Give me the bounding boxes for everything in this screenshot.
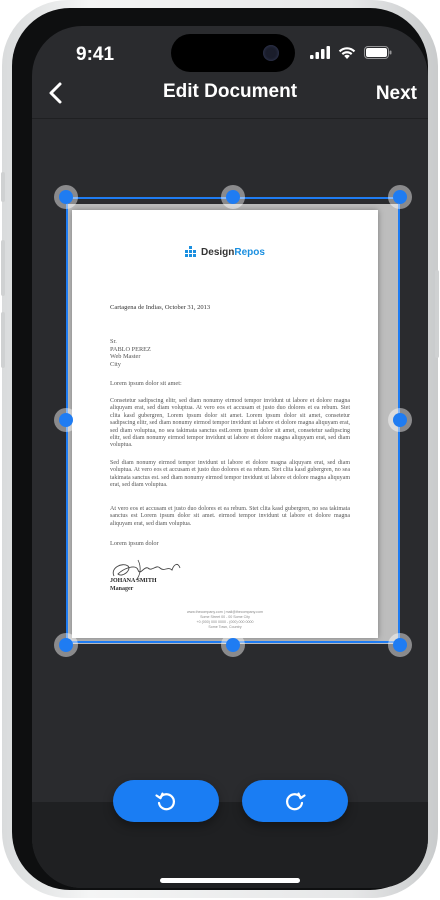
crop-handle-bottom-right[interactable] — [393, 638, 407, 652]
signal-icon — [310, 46, 330, 59]
address-line: Web Master — [110, 353, 141, 360]
letter-paragraph-2: Sed diam nonumy eirmod tempor invidunt ut labore et dolore magna aliquyam erat, sed diam voluptua. At vero eos et accusam et justo duo dolores et ea rebum. Stet clita kasd gubergren, no sea takimata sanctus est. sed diam nonumy eirmod tempor invidunt ut labore et dolore magna aliquyam erat, sed diam voluptua. — [110, 460, 350, 489]
header-divider — [32, 118, 428, 119]
crop-frame — [66, 197, 400, 643]
crop-handle-middle-right[interactable] — [393, 413, 407, 427]
power-button — [435, 270, 439, 358]
phone-frame — [2, 0, 438, 898]
rotate-left-icon — [154, 789, 178, 813]
footer-line: +0 (000) 000 0000 - (000) 000 0000 — [196, 620, 254, 624]
crop-handle-middle-left[interactable] — [59, 413, 73, 427]
crop-handle-bottom-center[interactable] — [226, 638, 240, 652]
page-title: Edit Document — [162, 81, 298, 102]
home-indicator[interactable] — [160, 878, 300, 883]
wifi-icon — [338, 46, 356, 59]
bezel — [12, 8, 428, 890]
signer-role: Manager — [110, 586, 134, 592]
letter-greeting: Lorem ipsum dolor sit amet: — [110, 380, 182, 387]
footer-line: Some Street 00 - 00 Some City — [200, 615, 250, 619]
rotate-right-button[interactable] — [242, 780, 348, 822]
letter-paragraph-1: Consetetur sadipscing elitr, sed diam nonumy eirmod tempor invidunt ut labore et dolore magna aliquyam erat, sed diam voluptua. At vero eos et accusam et justo duo dolores et ea rebum. Stet clita kasd gubergren, Lorem ipsum dolor sit amet. Lorem ipsum dolor sit amet, consetetur sadipscing elitr, sed diam nonumy eirmod tempor invidunt ut labore et dolore magna aliquyam erat, sed diam voluptua, no sea takimata sanctus estLorem ipsum dolor sit amet, consetetur sadipscing elitr, sed diam nonumy eirmod tempor invidunt ut labore et dolore magna aliquyam erat, sed diam voluptua. — [110, 398, 350, 449]
battery-icon — [364, 46, 392, 59]
address-line: PABLO PEREZ — [110, 345, 151, 353]
dynamic-island — [171, 34, 295, 72]
action-button — [1, 172, 5, 202]
rotate-left-button[interactable] — [113, 780, 219, 822]
status-icons — [310, 46, 392, 59]
status-time: 9:41 — [76, 44, 115, 65]
camera-icon — [263, 45, 279, 61]
bottom-toolbar — [32, 802, 428, 888]
crop-handle-top-center[interactable] — [226, 190, 240, 204]
screen — [32, 26, 428, 888]
letter-date: Cartagena de Indias, October 31, 2013 — [110, 304, 211, 311]
volume-down-button — [1, 312, 5, 368]
logo-text-design: Design — [201, 246, 235, 258]
crop-handle-top-left[interactable] — [59, 190, 73, 204]
footer-line: Some Town, Country — [208, 625, 242, 629]
address-line: City — [110, 360, 121, 368]
address-line: Sr. — [110, 338, 117, 345]
letter-closing: Lorem ipsum dolor — [110, 540, 159, 547]
next-button[interactable]: Next — [375, 83, 417, 104]
signer-name: JOHANA SMITH — [110, 578, 157, 584]
logo-text-repos: Repos — [234, 246, 265, 258]
letter-paragraph-3: At vero eos et accusam et justo duo dolores et ea rebum. Stet clita kasd gubergren, no sea takimata sanctus est Lorem ipsum dolor sit amet. eirmod tempor invidunt ut labore et dolore magna aliquyam erat, sed diam voluptua. — [110, 506, 350, 527]
footer-line: www.thecompany.com | mail@thecompany.com — [187, 610, 263, 614]
crop-handle-bottom-left[interactable] — [59, 638, 73, 652]
crop-handle-top-right[interactable] — [393, 190, 407, 204]
rotate-right-icon — [283, 789, 307, 813]
volume-up-button — [1, 240, 5, 296]
